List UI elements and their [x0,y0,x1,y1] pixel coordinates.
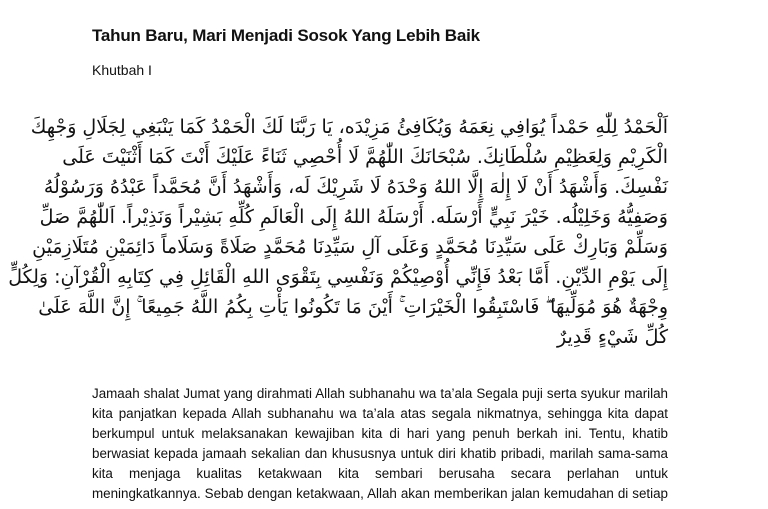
arabic-line: وَصَفِيُّهُ وَخَلِيْلُه. خَيْرَ نَبِيٍّ أَرْسَلَه. أَرْسَلَهُ اللهُ إِلَى الْعَالَمِ كُلِّهِ بَشِيْراً وَنَذِيْراً. اَللّٰهُمَّ صَلِّ [39,206,668,228]
document-title: Tahun Baru, Mari Menjadi Sosok Yang Lebih Baik [92,26,480,45]
body-paragraph [92,384,668,504]
arabic-line: كُلِّ شَيْءٍ قَدِيرٌ [556,326,668,348]
arabic-line: اَلْحَمْدُ لِلّٰهِ حَمْداً يُوَافِي نِعَمَهُ وَيُكَافِئُ مَزِيْدَه، يَا رَبَّنَا لَكَ الْحَمْدُ كَمَا يَنْبَغِي لِجَلَالِ وَجْهِكَ [30,116,668,138]
arabic-line: وَسَلِّمْ وَبَارِكْ عَلَى سَيِّدِنَا مُحَمَّدٍ وَعَلَى آلِ سَيِّدِنَا مُحَمَّدٍ صَلَاةً وَسَلَاماً دَائِمَيْنِ مُتَلَازِمَيْنِ [32,236,668,258]
paragraph-line: Jamaah shalat Jumat yang dirahmati Allah subhanahu wa ta’ala Segala puji serta syukur marilah [92,386,668,401]
section-heading: Khutbah I [92,62,152,78]
paragraph-line: kita panjatkan kepada Allah subhanahu wa ta’ala atas segala nikmatnya, sehingga kita dapat [92,406,668,421]
arabic-opening-text [8,112,668,352]
arabic-line: نَفْسِكَ. وَأَشْهَدُ أَنْ لَا إِلٰهَ إِلَّا اللهُ وَحْدَهُ لَا شَرِيْكَ لَه، وَأَشْهَدُ أَنَّ مُحَمَّداً عَبْدُهُ وَرَسُوْلُهُ [43,176,668,198]
arabic-line: الْكَرِيْمِ وَلِعَظِيْمِ سُلْطَانِكَ. سُبْحَانَكَ اللّٰهُمَّ لَا أُحْصِي ثَنَاءً عَلَيْكَ أَنْتَ كَمَا أَثْنَيْتَ عَلَى [62,146,668,168]
paragraph-line: kita menjaga kualitas ketakwaan kita sembari berusaha secara perlahan untuk [92,466,668,481]
paragraph-line: meningkatkannya. Sebab dengan ketakwaan, Allah akan memberikan jalan kemudahan di setiap [92,486,668,501]
arabic-line: إِلَى يَوْمِ الدِّيْنِ. أَمَّا بَعْدُ فَإِنِّي أُوْصِيْكُمْ وَنَفْسِي بِتَقْوَى اللهِ الْقَائِلِ فِي كِتَابِهِ الْقُرْآنِ: وَلِكُلٍّ [8,266,668,288]
paragraph-line: berkumpul untuk melaksanakan kewajiban kita di hari yang penuh berkah ini. Tentu, khatib [92,426,668,441]
paragraph-line: berwasiat kepada jamaah sekalian dan khususnya untuk diri khatib pribadi, marilah sama-sama [92,446,668,461]
arabic-line: وِجْهَةٌ هُوَ مُوَلِّيهَا ۖ فَاسْتَبِقُوا الْخَيْرَاتِ ۚ أَيْنَ مَا تَكُونُوا يَأْتِ بِكُمُ اللَّهُ جَمِيعًا ۚ إِنَّ اللَّهَ عَلَىٰ [38,296,668,318]
